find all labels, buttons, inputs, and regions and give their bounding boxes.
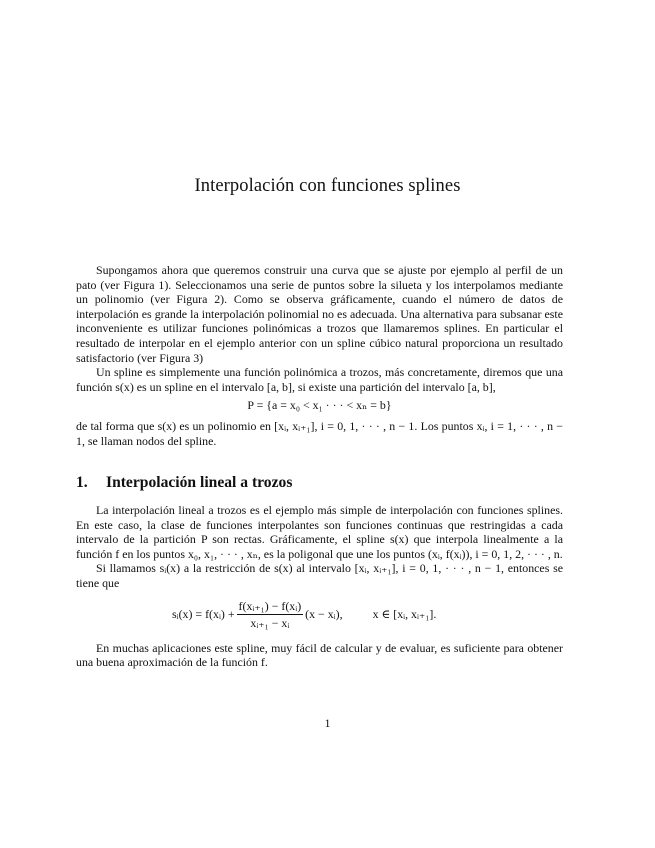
linear-spline-equation — [76, 595, 563, 635]
section-paragraph-2: Si llamamos sᵢ(x) a la restricción de s(x) al intervalo [xᵢ, xᵢ₊₁], i = 0, 1, · · · , n − 1, entonces se tiene que — [76, 561, 563, 590]
section-heading — [76, 474, 563, 492]
equation-fraction — [237, 599, 304, 630]
intro-paragraph-3: de tal forma que s(x) es un polinomio en [xᵢ, xᵢ₊₁], i = 0, 1, · · · , n − 1. Los puntos xᵢ, i = 1, · · · , n − 1, se llaman nodos del spline. — [76, 418, 563, 448]
section-paragraph-3: En muchas aplicaciones este spline, muy fácil de calcular y de evaluar, es suficiente para obtener una buena aproximación de la función f. — [76, 640, 563, 670]
intro-section — [76, 263, 563, 448]
section-1-body — [76, 503, 563, 670]
section-title: Interpolación lineal a trozos — [106, 474, 293, 491]
intro-paragraph-1: Supongamos ahora que queremos construir una curva que se ajuste por ejemplo al perfil de un pato (ver Figura 1). Seleccionamos una serie de puntos sobre la silueta y los interpolamos mediante un polinomio (ver Figura 2). Como se observa gráficamente, cuando el número de datos de interpolación es grande la interpolación polinomial no es adecuada. Una alternativa para subsanar este inconveniente es utilizar funciones polinómicas a trozos que llamaremos splines. En particular el resultado de interpolar en el ejemplo anterior con un spline cúbico natural proporciona un resultado satisfactorio (ver Figura 3) — [76, 263, 563, 365]
equation-domain: x ∈ [xᵢ, xᵢ₊₁]. — [372, 607, 437, 622]
fraction-numerator: f(xᵢ₊₁) − f(xᵢ) — [238, 599, 302, 614]
fraction-denominator: xᵢ₊₁ − xᵢ — [250, 616, 290, 631]
page-number: 1 — [324, 716, 331, 730]
section-paragraph-1: La interpolación lineal a trozos es el ejemplo más simple de interpolación con funciones splines. En este caso, la clase de funciones interpolantes son funciones continuas que restringidas a cada intervalo de la partición P son rectas. Gráficamente, el spline s(x) que interpola linealmente a la función f en los puntos x₀, x₁, · · · , xₙ, es la poligonal que une los puntos (xᵢ, f(xᵢ)), i = 0, 1, 2, · · · , n. — [76, 503, 563, 561]
section-number: 1. — [76, 474, 88, 491]
equation-left: sᵢ(x) = f(xᵢ) + — [172, 607, 235, 622]
equation-right: (x − xᵢ), — [305, 607, 343, 622]
partition-equation: P = {a = x₀ < x₁ · · · < xₙ = b} — [247, 398, 392, 413]
intro-paragraph-2: Un spline es simplemente una función polinómica a trozos, más concretamente, diremos que una función s(x) es un spline en el intervalo [a, b], si existe una partición del intervalo [a, b], — [76, 365, 563, 394]
document-title: Interpolación con funciones splines — [194, 176, 461, 196]
